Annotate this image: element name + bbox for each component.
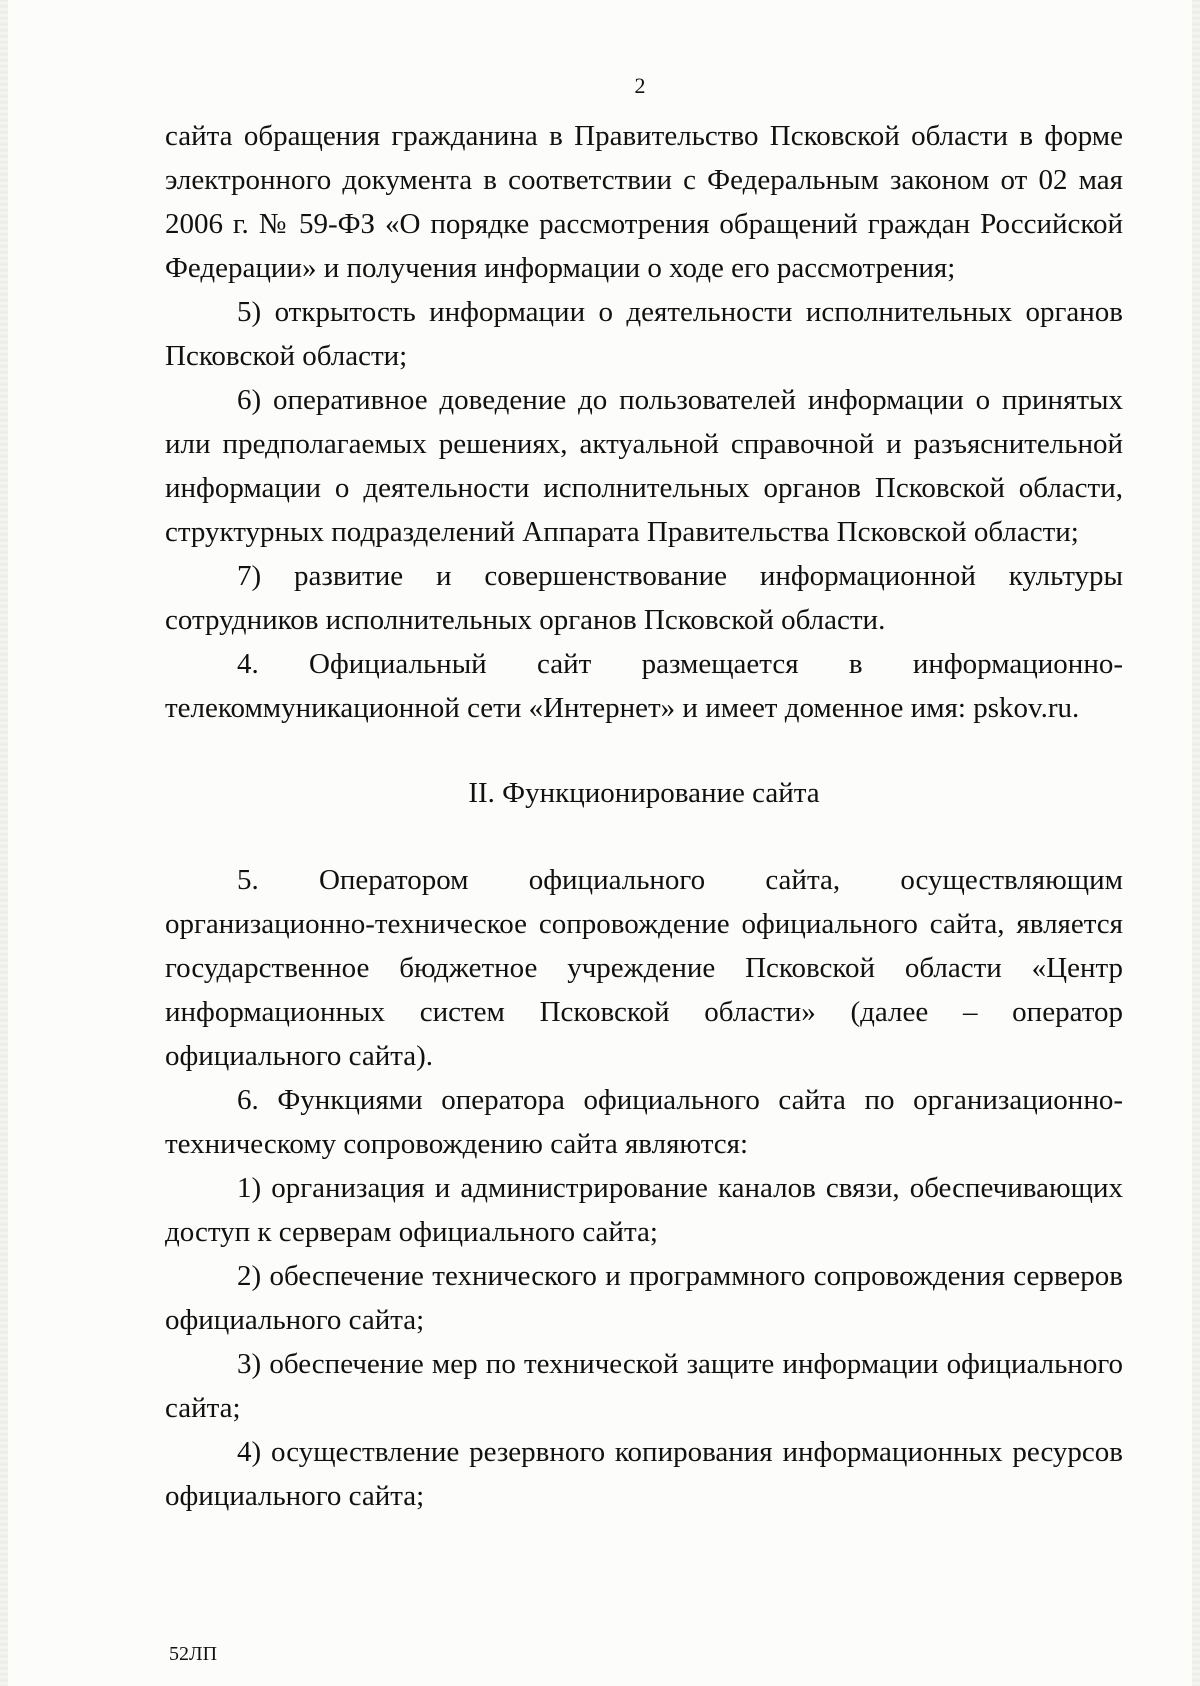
scan-edge-left xyxy=(0,0,8,1686)
paragraph-item-7: 7) развитие и совершенствование информационной культуры сотрудников исполнительных органов Псковской области. xyxy=(165,560,1123,636)
paragraph-continuation: сайта обращения гражданина в Правительство Псковской области в форме электронного документа в соответствии с Федеральным законом от 02 мая 2006 г. № 59-ФЗ «О порядке рассмотрения обращений граждан Российской Федерации» и получения информации о ходе его рассмотрения; xyxy=(165,120,1123,284)
document-body xyxy=(165,114,1123,1518)
paragraph-subitem-4: 4) осуществление резервного копирования информационных ресурсов официального сайта; xyxy=(165,1436,1123,1512)
paragraph-subitem-1: 1) организация и администрирование каналов связи, обеспечивающих доступ к серверам официального сайта; xyxy=(165,1172,1123,1248)
paragraph-section-6: 6. Функциями оператора официального сайта по организационно-техническому сопровождению сайта являются: xyxy=(165,1084,1123,1160)
page-number: 2 xyxy=(634,73,646,98)
footer-code: 52ЛП xyxy=(169,1643,218,1665)
paragraph-item-6: 6) оперативное доведение до пользователей информации о принятых или предполагаемых решениях, актуальной справочной и разъяснительной информации о деятельности исполнительных органов Псковской области, структурных подразделений Аппарата Правительства Псковской области; xyxy=(165,384,1123,548)
paragraph-section-4: 4. Официальный сайт размещается в информационно-телекоммуникационной сети «Интернет» и имеет доменное имя: pskov.ru. xyxy=(165,648,1123,724)
paragraph-section-5: 5. Оператором официального сайта, осуществляющим организационно-техническое сопровождение официального сайта, является государственное бюджетное учреждение Псковской области «Центр информационных систем Псковской области» (далее – оператор официального сайта). xyxy=(165,864,1123,1072)
scan-edge-right xyxy=(1192,0,1200,1686)
section-heading: II. Функционирование сайта xyxy=(468,777,820,809)
paragraph-subitem-2: 2) обеспечение технического и программного сопровождения серверов официального сайта; xyxy=(165,1260,1123,1336)
paragraph-item-5: 5) открытость информации о деятельности исполнительных органов Псковской области; xyxy=(165,296,1123,372)
paragraph-subitem-3: 3) обеспечение мер по технической защите информации официального сайта; xyxy=(165,1348,1123,1424)
